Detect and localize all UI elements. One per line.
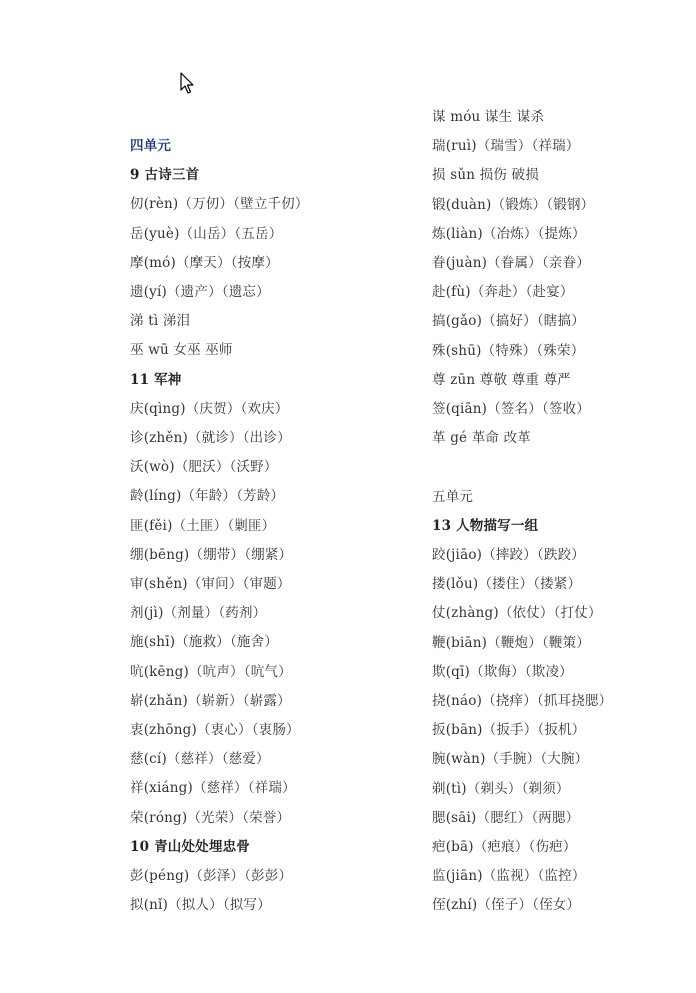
vocab-line: 巫 wū 女巫 巫师: [130, 342, 233, 359]
vocab-line: 衷(zhōng)（衷心）（衷肠）: [130, 722, 300, 738]
vocab-line: 涕 tì 涕泪: [130, 313, 191, 330]
vocab-line: 庆(qìng)（庆贺）（欢庆）: [130, 400, 289, 417]
vocab-line: 拟(nǐ)（拟人）（拟写）: [130, 897, 271, 914]
vocab-line: 沃(wò)（肥沃）（沃野）: [130, 459, 278, 476]
vocab-line: 龄(líng)（年龄）（芳龄）: [130, 488, 285, 505]
vocab-line: 瑞(ruì)（瑞雪）（祥瑞）: [432, 138, 580, 155]
vocab-line: 绷(bēng)（绷带）（绷紧）: [130, 546, 293, 563]
vocab-line: 签(qiān)（签名）（签收）: [432, 401, 590, 417]
vocab-line: 腕(wàn)（手腕）（大腕）: [432, 751, 589, 768]
vocab-line: 崭(zhǎn)（崭新）（崭露）: [130, 692, 291, 709]
vocab-line: 革 gé 革命 改革: [432, 430, 532, 447]
vocab-line: 眷(juàn)（眷属）（亲眷）: [432, 255, 590, 271]
vocab-line: 遗(yí)（遗产）（遗忘）: [130, 284, 270, 300]
vocab-line: 吭(kēng)（吭声）（吭气）: [130, 663, 292, 680]
vocab-line: 尊 zūn 尊敬 尊重 尊严: [432, 371, 571, 388]
vocab-line: 摩(mó)（摩天）（按摩）: [130, 254, 279, 271]
vocab-line: 岳(yuè)（山岳）（五岳）: [130, 225, 283, 242]
section-heading: 9 古诗三首: [130, 167, 200, 184]
vocab-line: 锻(duàn)（锻炼）（锻钢）: [432, 196, 595, 213]
vocab-line: 匪(fěi)（土匪）（剿匪）: [130, 517, 276, 534]
vocab-line: 祥(xiáng)（慈祥）（祥瑞）: [130, 780, 296, 797]
vocab-line: 谋 móu 谋生 谋杀: [432, 109, 545, 125]
section-heading: 11 军神: [130, 371, 182, 388]
vocab-line: 跤(jiāo)（摔跤）（跌跤）: [432, 547, 585, 563]
vocab-line: 鞭(biān)（鞭炮）（鞭策）: [432, 634, 590, 651]
mouse-pointer-icon: [180, 72, 196, 96]
vocab-line: 损 sǔn 损伤 破损: [432, 167, 539, 184]
vocab-line: 彭(péng)（彭泽）（彭彭）: [130, 868, 293, 884]
vocab-line: 五单元: [432, 488, 474, 505]
vocab-line: 审(shěn)（审问）（审题）: [130, 576, 291, 592]
section-heading: 13 人物描写一组: [432, 517, 539, 534]
vocab-line: 搂(lǒu)（搂住）（搂紧）: [432, 576, 582, 593]
vocab-line: 仞(rèn)（万仞）（壁立千仞）: [130, 196, 309, 213]
vocab-line: 腮(sāi)（腮红）（两腮）: [432, 809, 580, 826]
vocab-line: 仗(zhàng)（依仗）（打仗）: [432, 605, 602, 622]
section-heading: 10 青山处处埋忠骨: [130, 838, 250, 855]
vocab-line: 监(jiān)（监视）（监控）: [432, 868, 586, 885]
vocab-line: 疤(bā)（疤痕）（伤疤）: [432, 839, 577, 855]
section-heading: 四单元: [130, 138, 172, 154]
vocab-line: 慈(cí)（慈祥）（慈爱）: [130, 751, 270, 768]
vocab-line: 施(shī)（施救）（施舍）: [130, 634, 279, 651]
vocab-line: 搞(gǎo)（搞好）（瞎搞）: [432, 313, 585, 330]
vocab-line: 荣(róng)（光荣）（荣誉）: [130, 809, 291, 826]
vocab-line: 扳(bān)（扳手）（扳机）: [432, 722, 586, 739]
vocab-line: 诊(zhěn)（就诊）（出诊）: [130, 430, 291, 446]
vocab-line: 挠(náo)（挠痒）（抓耳挠腮）: [432, 693, 613, 709]
vocab-line: 侄(zhí)（侄子）（侄女）: [432, 897, 581, 914]
vocab-line: 剂(jì)（剂量）（药剂）: [130, 605, 267, 622]
vocab-line: 殊(shū)（特殊）（殊荣）: [432, 342, 585, 359]
vocab-line: 欺(qī)（欺侮）（欺凌）: [432, 663, 573, 680]
vocab-line: 赴(fù)（奔赴）（赴宴）: [432, 284, 574, 301]
vocab-line: 剃(tì)（剃头）（剃须）: [432, 780, 570, 797]
vocab-line: 炼(liàn)（冶炼）（提炼）: [432, 225, 586, 242]
